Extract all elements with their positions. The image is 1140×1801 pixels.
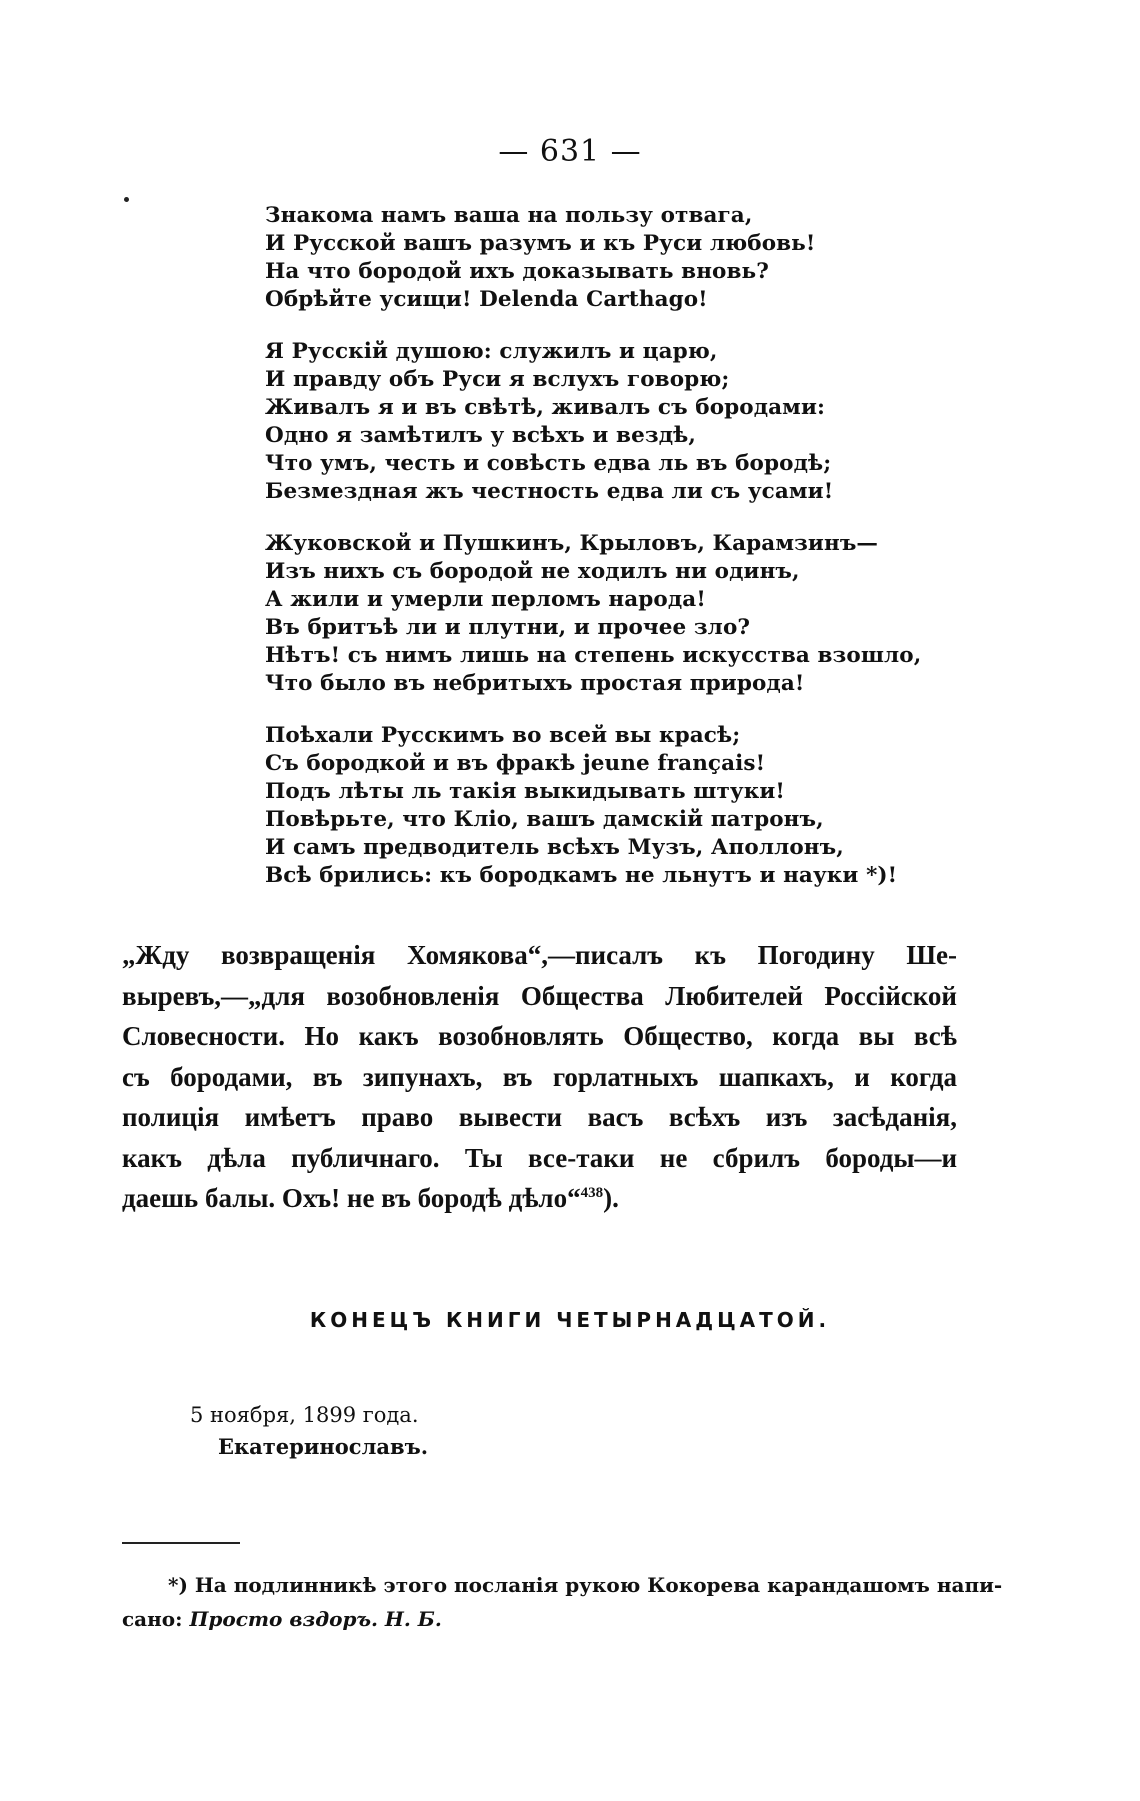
prose-line: „Жду возвращенія Хомякова“,—писалъ къ Погодину Ше- xyxy=(122,940,957,970)
prose-line-text: даешь балы. Охъ! не въ бородѣ дѣло“ xyxy=(122,1183,581,1213)
poem-line: Я Русскій душою: служилъ и царю, xyxy=(265,339,718,364)
footnote-line: *) На подлинникѣ этого посланія рукою Кокорева карандашомъ напи- xyxy=(168,1573,1003,1597)
footnote-italic-text: Просто вздоръ. Н. Б. xyxy=(189,1607,442,1631)
print-speck xyxy=(124,197,129,202)
poem-line: Повѣрьте, что Кліо, вашъ дамскій патронъ, xyxy=(265,807,824,832)
poem-line: И Русской вашъ разумъ и къ Руси любовь! xyxy=(265,231,816,256)
poem-line: И самъ предводитель всѣхъ Музъ, Аполлонъ, xyxy=(265,835,844,860)
poem-line: Нѣтъ! съ нимъ лишь на степень искусства взошло, xyxy=(265,643,922,668)
signature-date: 5 ноября, 1899 года. xyxy=(190,1403,419,1427)
poem-line: И правду объ Руси я вслухъ говорю; xyxy=(265,367,730,392)
poem-line: Живалъ я и въ свѣтѣ, живалъ съ бородами: xyxy=(265,395,826,420)
poem-line: Жуковской и Пушкинъ, Крыловъ, Карамзинъ— xyxy=(265,531,879,556)
poem-line: Обрѣйте усищи! Delenda Carthago! xyxy=(265,287,708,312)
poem-line: Знакома намъ ваша на пользу отвага, xyxy=(265,203,753,228)
footnote-reference[interactable]: 438 xyxy=(580,1185,604,1201)
poem-line: Одно я замѣтилъ у всѣхъ и вездѣ, xyxy=(265,423,696,448)
prose-line-last xyxy=(122,1178,957,1219)
footnote xyxy=(122,1568,1003,1636)
prose-line: полиція имѣетъ право вывести васъ всѣхъ изъ засѣданія, xyxy=(122,1102,957,1132)
poem-stanza xyxy=(265,338,905,506)
poem xyxy=(265,202,922,914)
poem-line: Съ бородкой и въ фракѣ jeune français! xyxy=(265,751,766,776)
poem-line: Всѣ брились: къ бородкамъ не льнутъ и науки *)! xyxy=(265,863,898,888)
poem-stanza xyxy=(265,722,905,890)
poem-line: Подъ лѣты ль такія выкидывать штуки! xyxy=(265,779,785,804)
poem-line: Въ бритъѣ ли и плутни, и прочее зло? xyxy=(265,615,751,640)
footnote-text: сано: xyxy=(122,1607,190,1631)
poem-line: Что было въ небритыхъ простая природа! xyxy=(265,671,805,696)
poem-line: Что умъ, честь и совѣсть едва ль въ бородѣ; xyxy=(265,451,832,476)
prose-line-tail: ). xyxy=(603,1183,619,1213)
footnote-line xyxy=(122,1602,957,1636)
signature-place: Екатеринославъ. xyxy=(218,1434,428,1459)
poem-line: А жили и умерли перломъ народа! xyxy=(265,587,706,612)
poem-stanza xyxy=(265,530,922,698)
prose-line: какъ дѣла публичнаго. Ты все-таки не сбрилъ бороды—и xyxy=(122,1142,957,1173)
poem-line: На что бородой ихъ доказывать вновь? xyxy=(265,259,769,284)
poem-line: Поѣхали Русскимъ во всей вы красѣ; xyxy=(265,723,741,748)
prose-line: Словесности. Но какъ возобновлять Общество, когда вы всѣ xyxy=(122,1021,957,1051)
page-number: — 631 — xyxy=(498,134,642,169)
poem-line: Изъ нихъ съ бородой не ходилъ ни одинъ, xyxy=(265,559,800,584)
poem-line: Безмездная жъ честность едва ли съ усами! xyxy=(265,479,834,504)
poem-stanza xyxy=(265,202,905,314)
prose-line: выревъ,—„для возобновленія Общества Любителей Россійской xyxy=(122,980,957,1011)
prose-paragraph xyxy=(122,935,957,1219)
prose-line: съ бородами, въ зипунахъ, въ горлатныхъ шапкахъ, и когда xyxy=(122,1061,957,1092)
signature-block xyxy=(190,1400,428,1462)
end-of-book-heading: КОНЕЦЪ КНИГИ ЧЕТЫРНАДЦАТОЙ. xyxy=(309,1308,831,1332)
footnote-divider xyxy=(122,1542,240,1544)
